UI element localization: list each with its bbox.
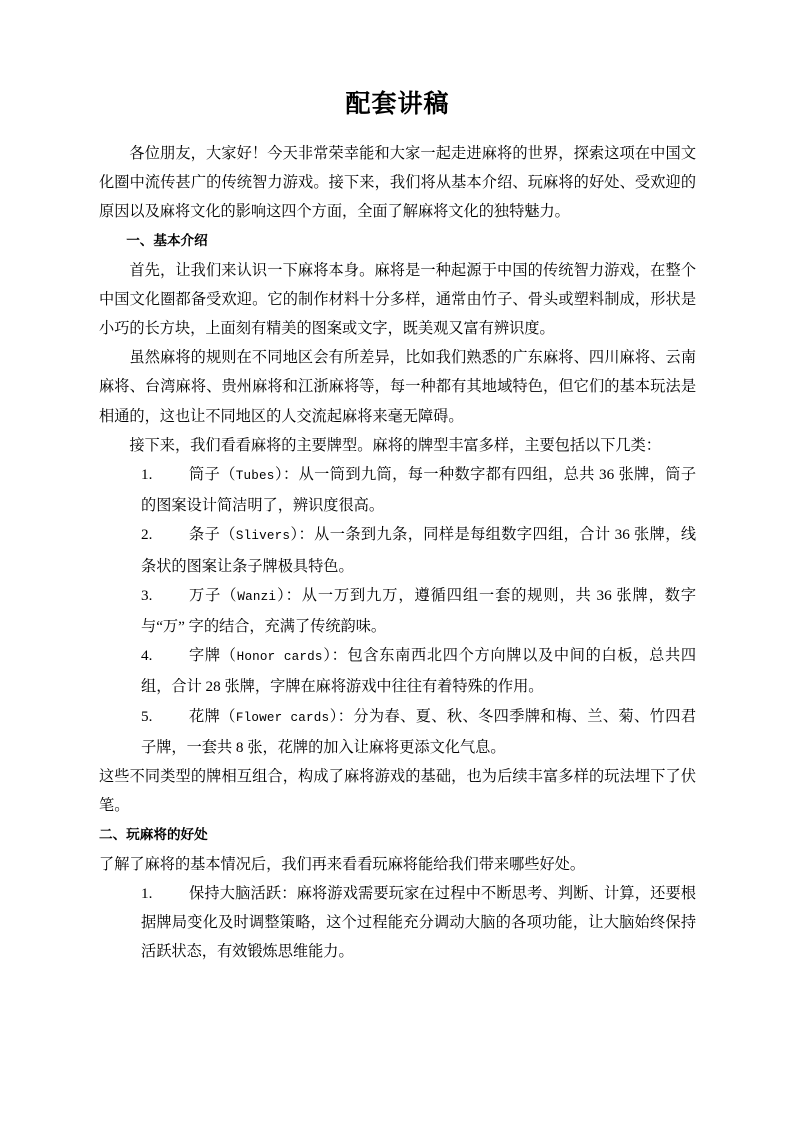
page-title: 配套讲稿	[345, 90, 450, 118]
list-item-name: 筒子	[189, 465, 221, 483]
list-item	[99, 460, 696, 520]
section-heading-2: 二、玩麻将的好处	[99, 827, 208, 843]
list-item-open-paren: （	[220, 465, 236, 483]
tile-type-list	[99, 460, 696, 762]
intro-paragraph: 各位朋友，大家好！今天非常荣幸能和大家一起走进麻将的世界，探索这项在中国文化圈中流传甚广的传统智力游戏。接下来，我们将从基本介绍、玩麻将的好处、受欢迎的原因以及麻将文化的影响这四个方面，全面了解麻将文化的独特魅力。	[99, 144, 696, 221]
list-item-name: 万子	[189, 586, 222, 604]
list-item-number: 5.	[141, 707, 153, 725]
list-item	[99, 641, 696, 701]
list-item-number: 2.	[141, 526, 153, 544]
list-item-latin-term: Slivers	[235, 529, 291, 544]
list-item-text: ：包含东南西北四个方向牌以及中间的白板，总共四组，合计 28 张牌，字牌在麻将游戏中往往有着特殊的作用。	[141, 647, 697, 696]
list-item-number: 1.	[141, 465, 153, 483]
section1-paragraph-1: 首先，让我们来认识一下麻将本身。麻将是一种起源于中国的传统智力游戏，在整个中国文化圈都备受欢迎。它的制作材料十分多样，通常由竹子、骨头或塑料制成，形状是小巧的长方块，上面刻有精美的图案或文字，既美观又富有辨识度。	[99, 261, 696, 337]
section1-paragraph-4: 这些不同类型的牌相互组合，构成了麻将游戏的基础，也为后续丰富多样的玩法埋下了伏笔。	[99, 768, 696, 815]
list-item-open-paren: （	[220, 526, 236, 544]
list-item-close-paren: ）	[322, 647, 332, 665]
list-item	[99, 702, 696, 762]
list-item-text: ：从一筒到九筒，每一种数字都有四组，总共 36 张牌，筒子的图案设计简洁明了，辨识度很高。	[141, 465, 697, 515]
list-item-open-paren: （	[220, 707, 236, 725]
list-item-close-paren: ）	[290, 526, 299, 544]
list-item-name: 字牌	[189, 647, 221, 665]
list-item-latin-term: Wanzi	[237, 589, 277, 604]
list-item-name: 花牌	[189, 707, 221, 725]
list-item-latin-term: Flower cards	[235, 710, 330, 725]
section-heading-1: 一、基本介绍	[126, 233, 208, 249]
list-item-close-paren: ）	[329, 707, 338, 725]
document-body	[99, 0, 696, 966]
list-item-number: 1.	[141, 884, 153, 902]
list-item-latin-term: Tubes	[235, 468, 275, 483]
section1-paragraph-3: 接下来，我们看看麻将的主要牌型。麻将的牌型丰富多样，主要包括以下几类：	[129, 436, 661, 454]
list-item-close-paren: ）	[274, 465, 283, 483]
list-item-open-paren: （	[220, 647, 237, 665]
list-item-text: ：从一条到九条，同样是每组数字四组，合计 36 张牌，线条状的图案让条子牌极具特色。	[141, 526, 697, 575]
list-item-text: ：从一万到九万，遵循四组一套的规则，共 36 张牌，数字与“万” 字的结合，充满了传统韵味。	[141, 586, 697, 635]
list-item-text: 保持大脑活跃：麻将游戏需要玩家在过程中不断思考、判断、计算，还要根据牌局变化及时调整策略，这个过程能充分调动大脑的各项功能，让大脑始终保持活跃状态，有效锻炼思维能力。	[141, 884, 696, 961]
benefits-list	[99, 879, 696, 967]
list-item	[99, 879, 696, 967]
list-item-text: ：分为春、夏、秋、冬四季牌和梅、兰、菊、竹四君子牌，一套共 8 张，花牌的加入让麻将更添文化气息。	[141, 707, 697, 756]
list-item-open-paren: （	[221, 586, 238, 604]
section2-paragraph-1: 了解了麻将的基本情况后，我们再来看看玩麻将能给我们带来哪些好处。	[99, 855, 585, 873]
list-item-close-paren: ）	[276, 586, 286, 604]
section1-paragraph-2: 虽然麻将的规则在不同地区会有所差异，比如我们熟悉的广东麻将、四川麻将、云南麻将、台湾麻将、贵州麻将和江浙麻将等，每一种都有其地域特色，但它们的基本玩法是相通的，这也让不同地区的人交流起麻将来毫无障碍。	[99, 349, 696, 425]
list-item-number: 4.	[141, 647, 153, 665]
list-item-latin-term: Honor cards	[236, 650, 323, 665]
list-item	[99, 520, 696, 580]
list-item-number: 3.	[141, 586, 153, 604]
list-item-name: 条子	[189, 526, 221, 544]
list-item	[99, 581, 696, 641]
